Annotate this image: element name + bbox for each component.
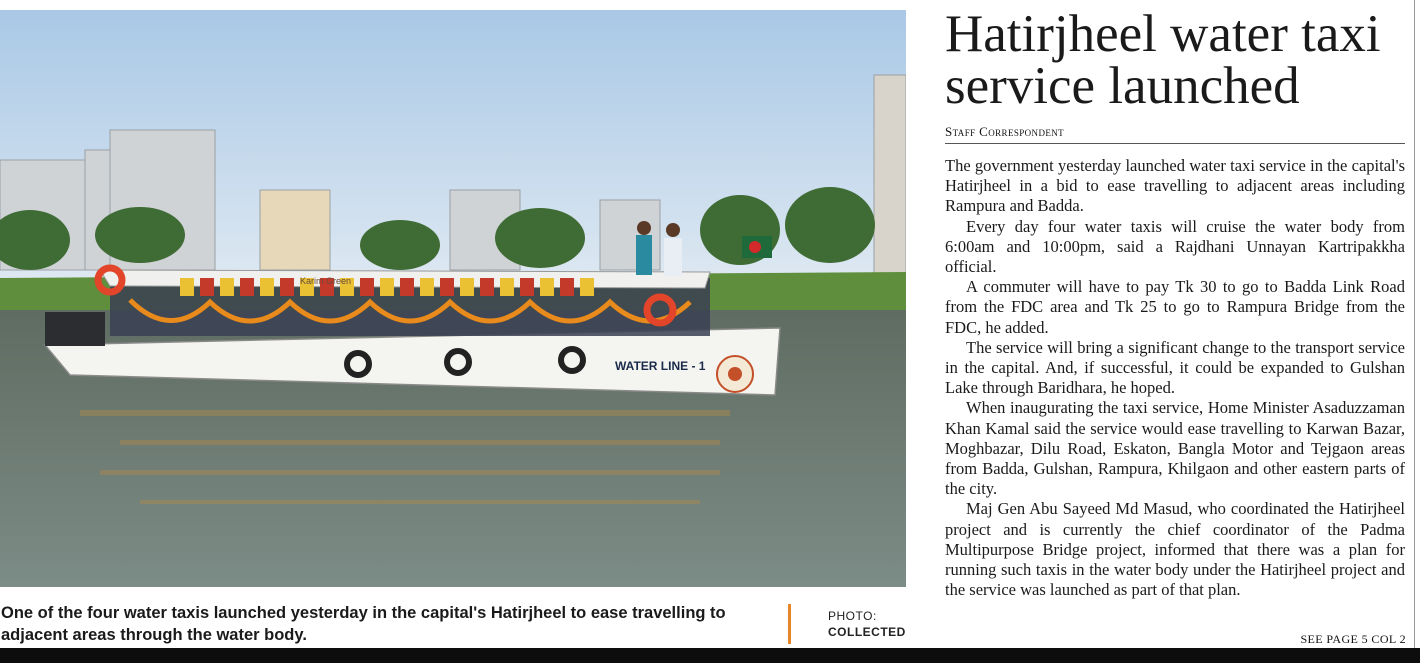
credit-source: COLLECTED (828, 625, 906, 639)
boat-label: WATER LINE - 1 (615, 359, 706, 373)
news-photo (0, 10, 906, 587)
credit-label: PHOTO: (828, 609, 877, 623)
credit-divider (788, 604, 791, 644)
awning-label: Karim Green (300, 276, 352, 286)
paragraph: Every day four water taxis will cruise the water body from 6:00am and 10:00pm, said a Rajdhani Unnayan Kartripakkha official. (945, 216, 1405, 277)
flag-disc (749, 241, 761, 253)
column-rule (1414, 0, 1415, 663)
paragraph: The government yesterday launched water taxi service in the capital's Hatirjheel in a bid to ease travelling to adjacent areas including Rampura and Badda. (945, 156, 1405, 216)
headline: Hatirjheel water taxi service launched (945, 5, 1381, 115)
continuation-jump: SEE PAGE 5 COL 2 (1300, 632, 1406, 646)
outboard-motor (45, 312, 105, 346)
water-taxi-illustration (0, 10, 906, 587)
paragraph: A commuter will have to pay Tk 30 to go to Badda Link Road from the FDC area and Tk 25 to go to Rampura Bridge from the FDC, he added. (945, 277, 1405, 337)
emblem-center (728, 367, 742, 381)
byline: Staff Correspondent (945, 124, 1405, 144)
paragraph: The service will bring a significant change to the transport service in the capital. And, if successful, it could be expanded to Gulshan Lake through Baridhara, he hoped. (945, 337, 1405, 398)
paragraph: Maj Gen Abu Sayeed Md Masud, who coordinated the Hatirjheel project and is currently the chief coordinator of the Padma Multipurpose Bridge project, informed that there was a plan for running such taxis in the water body under the Hatirjheel project and the service was launched as part of that plan. (945, 499, 1405, 600)
photo-credit (828, 608, 906, 640)
page-bottom-band (0, 648, 1420, 663)
article-body (945, 156, 1405, 600)
photo-caption: One of the four water taxis launched yesterday in the capital's Hatirjheel to ease travelling to adjacent areas through the water body. (1, 604, 726, 644)
paragraph: When inaugurating the taxi service, Home Minister Asaduzzaman Khan Kamal said the service would ease travelling to Karwan Bazar, Moghbazar, Dilu Road, Eskaton, Bangla Motor and Tejgaon areas from Badda, Gulshan, Rampura, Khilgaon and other eastern parts of the city. (945, 398, 1405, 499)
